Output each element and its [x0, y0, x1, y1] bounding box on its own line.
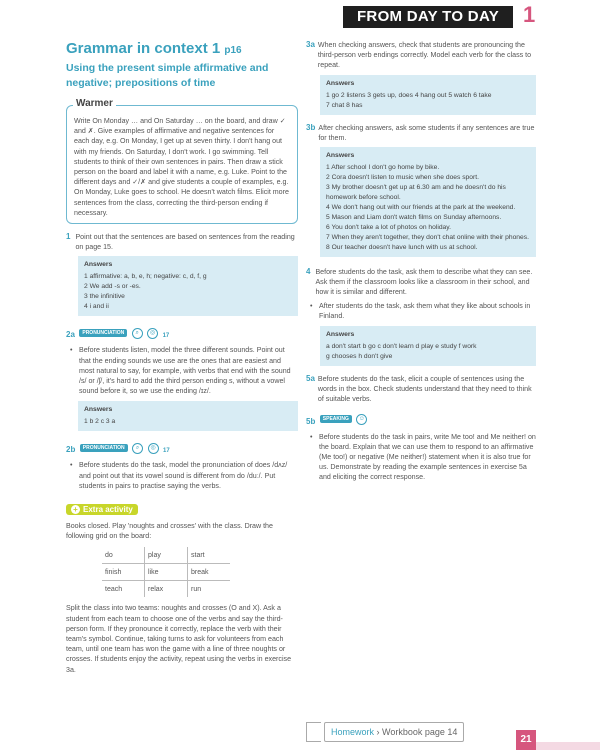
exercise-number: 5a [306, 374, 315, 384]
answer-line: g chooses h don't give [326, 353, 393, 361]
answers-box-4 [320, 326, 536, 366]
exercise-3a [306, 40, 536, 71]
speaking-people-icon: ☺ [356, 414, 367, 425]
grid-cell: teach [102, 581, 145, 598]
track-number: 17 [163, 448, 170, 455]
grid-cell: play [145, 547, 188, 564]
plus-icon: + [71, 505, 80, 514]
extra-text: Split the class into two teams: noughts and crosses (O and X). Ask a student from each team to choose one of the verbs and say the third-person form. If they pronounce it correctly, replace the verb with their team's symbol. Continue, taking turns to ask for volunteers from each team, until one team has won the game with a line of three noughts or crosses. If students enjoy the activity, repeat using the verbs in exercise 3a. [66, 604, 292, 674]
exercise-number: 3a [306, 40, 315, 49]
answer-line: 3 the infinitive [84, 293, 125, 301]
answer-line: a don't start b go c don't learn d play e study f work [326, 343, 477, 351]
exercise-number: 1 [66, 232, 71, 242]
exercise-text: Point out that the sentences are based on sentences from the reading on page 15. [75, 233, 295, 252]
answers-box-3a [320, 75, 536, 115]
answers-box-3b [320, 147, 536, 257]
search-icon: ⌕ [132, 443, 143, 454]
grid-cell: run [188, 581, 231, 598]
footer-stripe [536, 742, 600, 750]
homework-footer [306, 722, 526, 742]
warmer-box [66, 98, 298, 224]
chevron-right-icon: › [376, 727, 380, 737]
search-icon: ⌕ [132, 328, 143, 339]
answer-line: 2 We add -s or -es. [84, 283, 141, 291]
exercise-text: After checking answers, ask some students if any sentences are true for them. [318, 123, 535, 142]
speaking-badge: SPEAKING [320, 415, 352, 423]
exercise-5a [306, 374, 536, 405]
exercise-5b-text: • Before students do the task in pairs, write Me too! and Me neither! on the board. Explain that we can use them to respond to an affirmative (Me too!) or negative (Me neither!) statement when it is also true for us. Demonstrate by reading the example sentences in exercise 5a and eliciting the correct response. [310, 432, 536, 483]
verb-grid [102, 547, 230, 597]
answers-heading: Answers [84, 406, 113, 414]
answer-line: 1 affirmative: a, b, e, h; negative: c, d, f, g [84, 273, 207, 281]
audio-track-icon: ◎ [147, 328, 158, 339]
grid-cell: start [188, 547, 231, 564]
exercise-2a-head [66, 324, 298, 342]
exercise-number: 2a [66, 330, 75, 340]
exercise-text: Before students do the task, ask them to describe what they can see. Ask them if the classroom looks like a classroom in their school, and how it is similar and different. [315, 268, 533, 297]
page-number: 21 [516, 730, 536, 750]
grid-cell: do [105, 551, 113, 559]
pronunciation-badge: PRONUNCIATION [80, 444, 128, 452]
exercise-number: 4 [306, 267, 311, 277]
exercise-number: 3b [306, 122, 316, 132]
home-icon [306, 722, 321, 742]
right-column [306, 40, 536, 483]
homework-box [324, 722, 464, 742]
subheading: Using the present simple affirmative and negative; prepositions of time [66, 62, 269, 89]
warmer-label: Warmer [73, 98, 116, 109]
workbook-ref: Workbook page 14 [382, 727, 458, 737]
exercise-4 [306, 267, 536, 298]
answers-heading: Answers [84, 261, 113, 269]
exercise-number: 5b [306, 416, 316, 426]
homework-label: Homework [331, 727, 375, 737]
audio-track-icon: ◎ [148, 443, 159, 454]
grid-cell: relax [145, 581, 188, 598]
exercise-number: 2b [66, 445, 76, 455]
warmer-text: Write On Monday … and On Saturday … on the board, and draw ✓ and ✗. Give examples of affirmative and negative sentences for each day, e.g. On Monday, I get up at seven thirty. I don't hang out with my friends. On Saturday, I don't work. I go swimming. Tell students to think of their own sentences in pairs. Then draw a stick person on the board and label it with a name, e.g. Luke. Point to the different days and ✓/✗ and give students a couple of examples, e.g. On Monday, Luke goes to school. He doesn't watch films. Elicit more sentences from the class, correcting the third-person ending if necessary. [74, 117, 289, 217]
exercise-4-bullet: • After students do the task, ask them what they like about schools in Finland. [310, 301, 536, 321]
exercise-5b-head [306, 411, 536, 429]
grid-cell: like [145, 564, 188, 581]
exercise-2b-head [66, 439, 298, 457]
answers-heading: Answers [326, 79, 355, 87]
answer-line: 1 b 2 c 3 a [84, 418, 116, 426]
answers-box-1 [78, 256, 298, 316]
answers-box-2a [78, 401, 298, 431]
extra-activity-heading: + Extra activity [66, 499, 298, 517]
pronunciation-badge: PRONUNCIATION [79, 329, 127, 337]
answer-line: 7 When they aren't together, they don't chat online with their phones. [326, 234, 529, 242]
answer-line: 4 i and ii [84, 303, 109, 311]
answer-line: 1 After school I don't go home by bike. [326, 164, 440, 172]
exercise-1 [66, 232, 298, 252]
answer-line: 1 go 2 listens 3 gets up, does 4 hang out 5 watch 6 take [326, 91, 492, 99]
answer-line: 4 We don't hang out with our friends at the park at the weekend. [326, 204, 516, 212]
page-title: Grammar in context 1 p16 [66, 40, 242, 57]
track-number: 17 [162, 333, 170, 340]
answer-line: 5 Mason and Liam don't watch films on Sunday afternoons. [326, 214, 502, 222]
unit-number: 1 [523, 2, 536, 27]
exercise-2b-text: • Before students do the task, model the pronunciation of does /dʌz/ and point out that its vowel sound is different from do /duː/. Put students in pairs to practise saying the verbs. [70, 460, 298, 491]
answer-line: 7 chat 8 has [326, 101, 363, 109]
answers-heading: Answers [326, 331, 355, 339]
answer-line: 2 Cora doesn't listen to music when she does sport. [326, 174, 479, 182]
grid-cell: finish [102, 564, 145, 581]
answers-heading: Answers [326, 152, 355, 160]
left-column [66, 40, 298, 675]
section-banner: FROM DAY TO DAY [343, 6, 513, 28]
exercise-3b [306, 123, 536, 143]
answer-line: 3 My brother doesn't get up at 6.30 am and he doesn't do his homework before school. [326, 184, 506, 202]
grid-cell: break [188, 564, 231, 581]
exercise-2a-text: • Before students listen, model the three different sounds. Point out that the ending sounds we use are the ones that are easiest and most natural to say, for example, with verbs that end with the sound /s/ or /ʃ/, it's hard to add the third person ending s, without a vowel sound before it, so we use the ending /ɪz/. [70, 345, 298, 396]
extra-intro: Books closed. Play 'noughts and crosses' with the class. Draw the following grid on the board: [66, 522, 273, 541]
exercise-text: Before students do the task, elicit a couple of sentences using the words in the box. Check students understand that they need to think of suitable verbs. [317, 375, 532, 404]
answer-line: 8 Our teacher doesn't have lunch with us at school. [326, 244, 478, 252]
exercise-text: When checking answers, check that students are pronouncing the third-person verb endings correctly. Model each verb for the class to repeat. [317, 41, 532, 70]
answer-line: 6 You don't take a lot of photos on holiday. [326, 224, 451, 232]
